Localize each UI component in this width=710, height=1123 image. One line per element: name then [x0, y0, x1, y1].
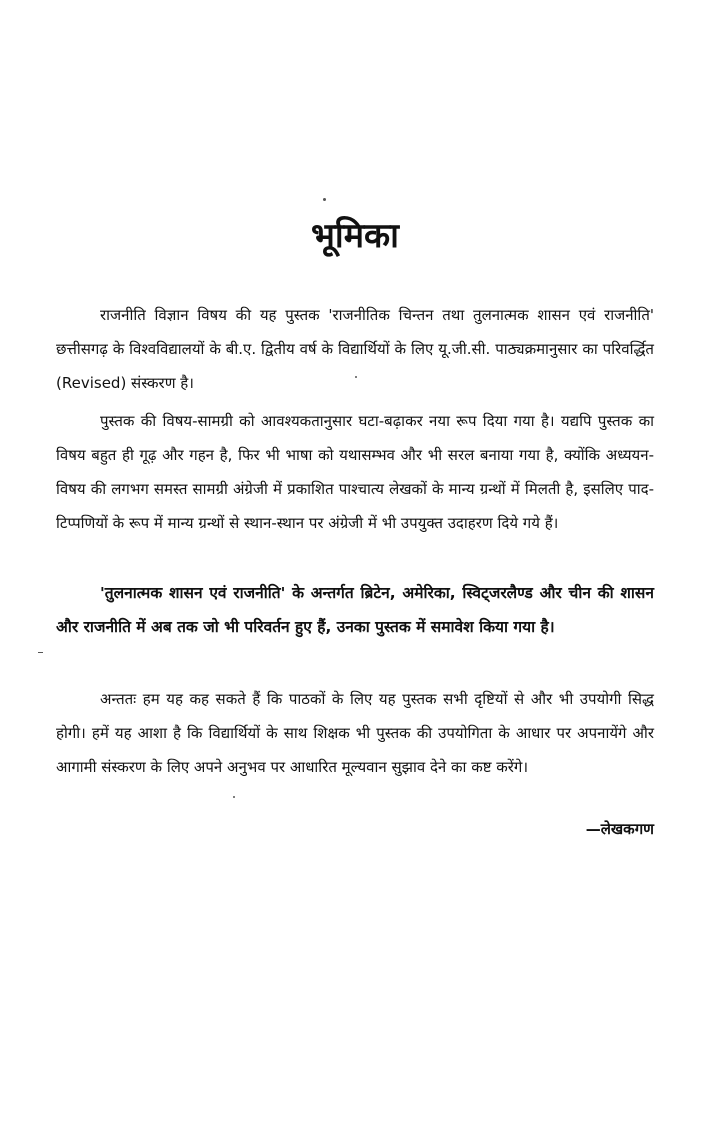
scan-speck: [323, 198, 326, 201]
scan-speck: [355, 376, 357, 378]
scan-speck: [38, 652, 43, 653]
paragraph-conclusion: अन्ततः हम यह कह सकते हैं कि पाठकों के लिए यह पुस्तक सभी दृष्टियों से और भी उपयोगी सिद्ध होगी। हमें यह आशा है कि विद्यार्थियों के साथ शिक्षक भी पुस्तक की उपयोगिता के आधार पर अपनायेंगे और आगामी संस्करण के लिए अपने अनुभव पर आधारित मूल्यवान सुझाव देने का कष्ट करेंगे।: [56, 690, 654, 776]
signature: —लेखकगण: [585, 820, 654, 838]
page-title: भूमिका: [311, 216, 399, 256]
scan-speck: [233, 796, 235, 798]
paragraph-content: पुस्तक की विषय-सामग्री को आवश्यकतानुसार घटा-बढ़ाकर नया रूप दिया गया है। यद्यपि पुस्तक का विषय बहुत ही गूढ़ और गहन है, फिर भी भाषा को यथासम्भव और भी सरल बनाया गया है, क्योंकि अध्ययन-विषय की लगभग समस्त सामग्री अंग्रेजी में प्रकाशित पाश्चात्य लेखकों के मान्य ग्रन्थों में मिलती है, इसलिए पाद-टिप्पणियों के रूप में मान्य ग्रन्थों से स्थान-स्थान पर अंग्रेजी में भी उपयुक्त उदाहरण दिये गये हैं।: [56, 412, 654, 532]
paragraph-comparative: 'तुलनात्मक शासन एवं राजनीति' के अन्तर्गत ब्रिटेन, अमेरिका, स्विट्जरलैण्ड और चीन की शासन और राजनीति में अब तक जो भी परिवर्तन हुए हैं, उनका पुस्तक में समावेश किया गया है।: [56, 584, 654, 636]
paragraph-intro: राजनीति विज्ञान विषय की यह पुस्तक 'राजनीतिक चिन्तन तथा तुलनात्मक शासन एवं राजनीति' छत्तीसगढ़ के विश्वविद्यालयों के बी.ए. द्वितीय वर्ष के विद्यार्थियों के लिए यू.जी.सी. पाठ्यक्रमानुसार का परिवर्द्धित (Revised) संस्करण है।: [56, 306, 654, 392]
